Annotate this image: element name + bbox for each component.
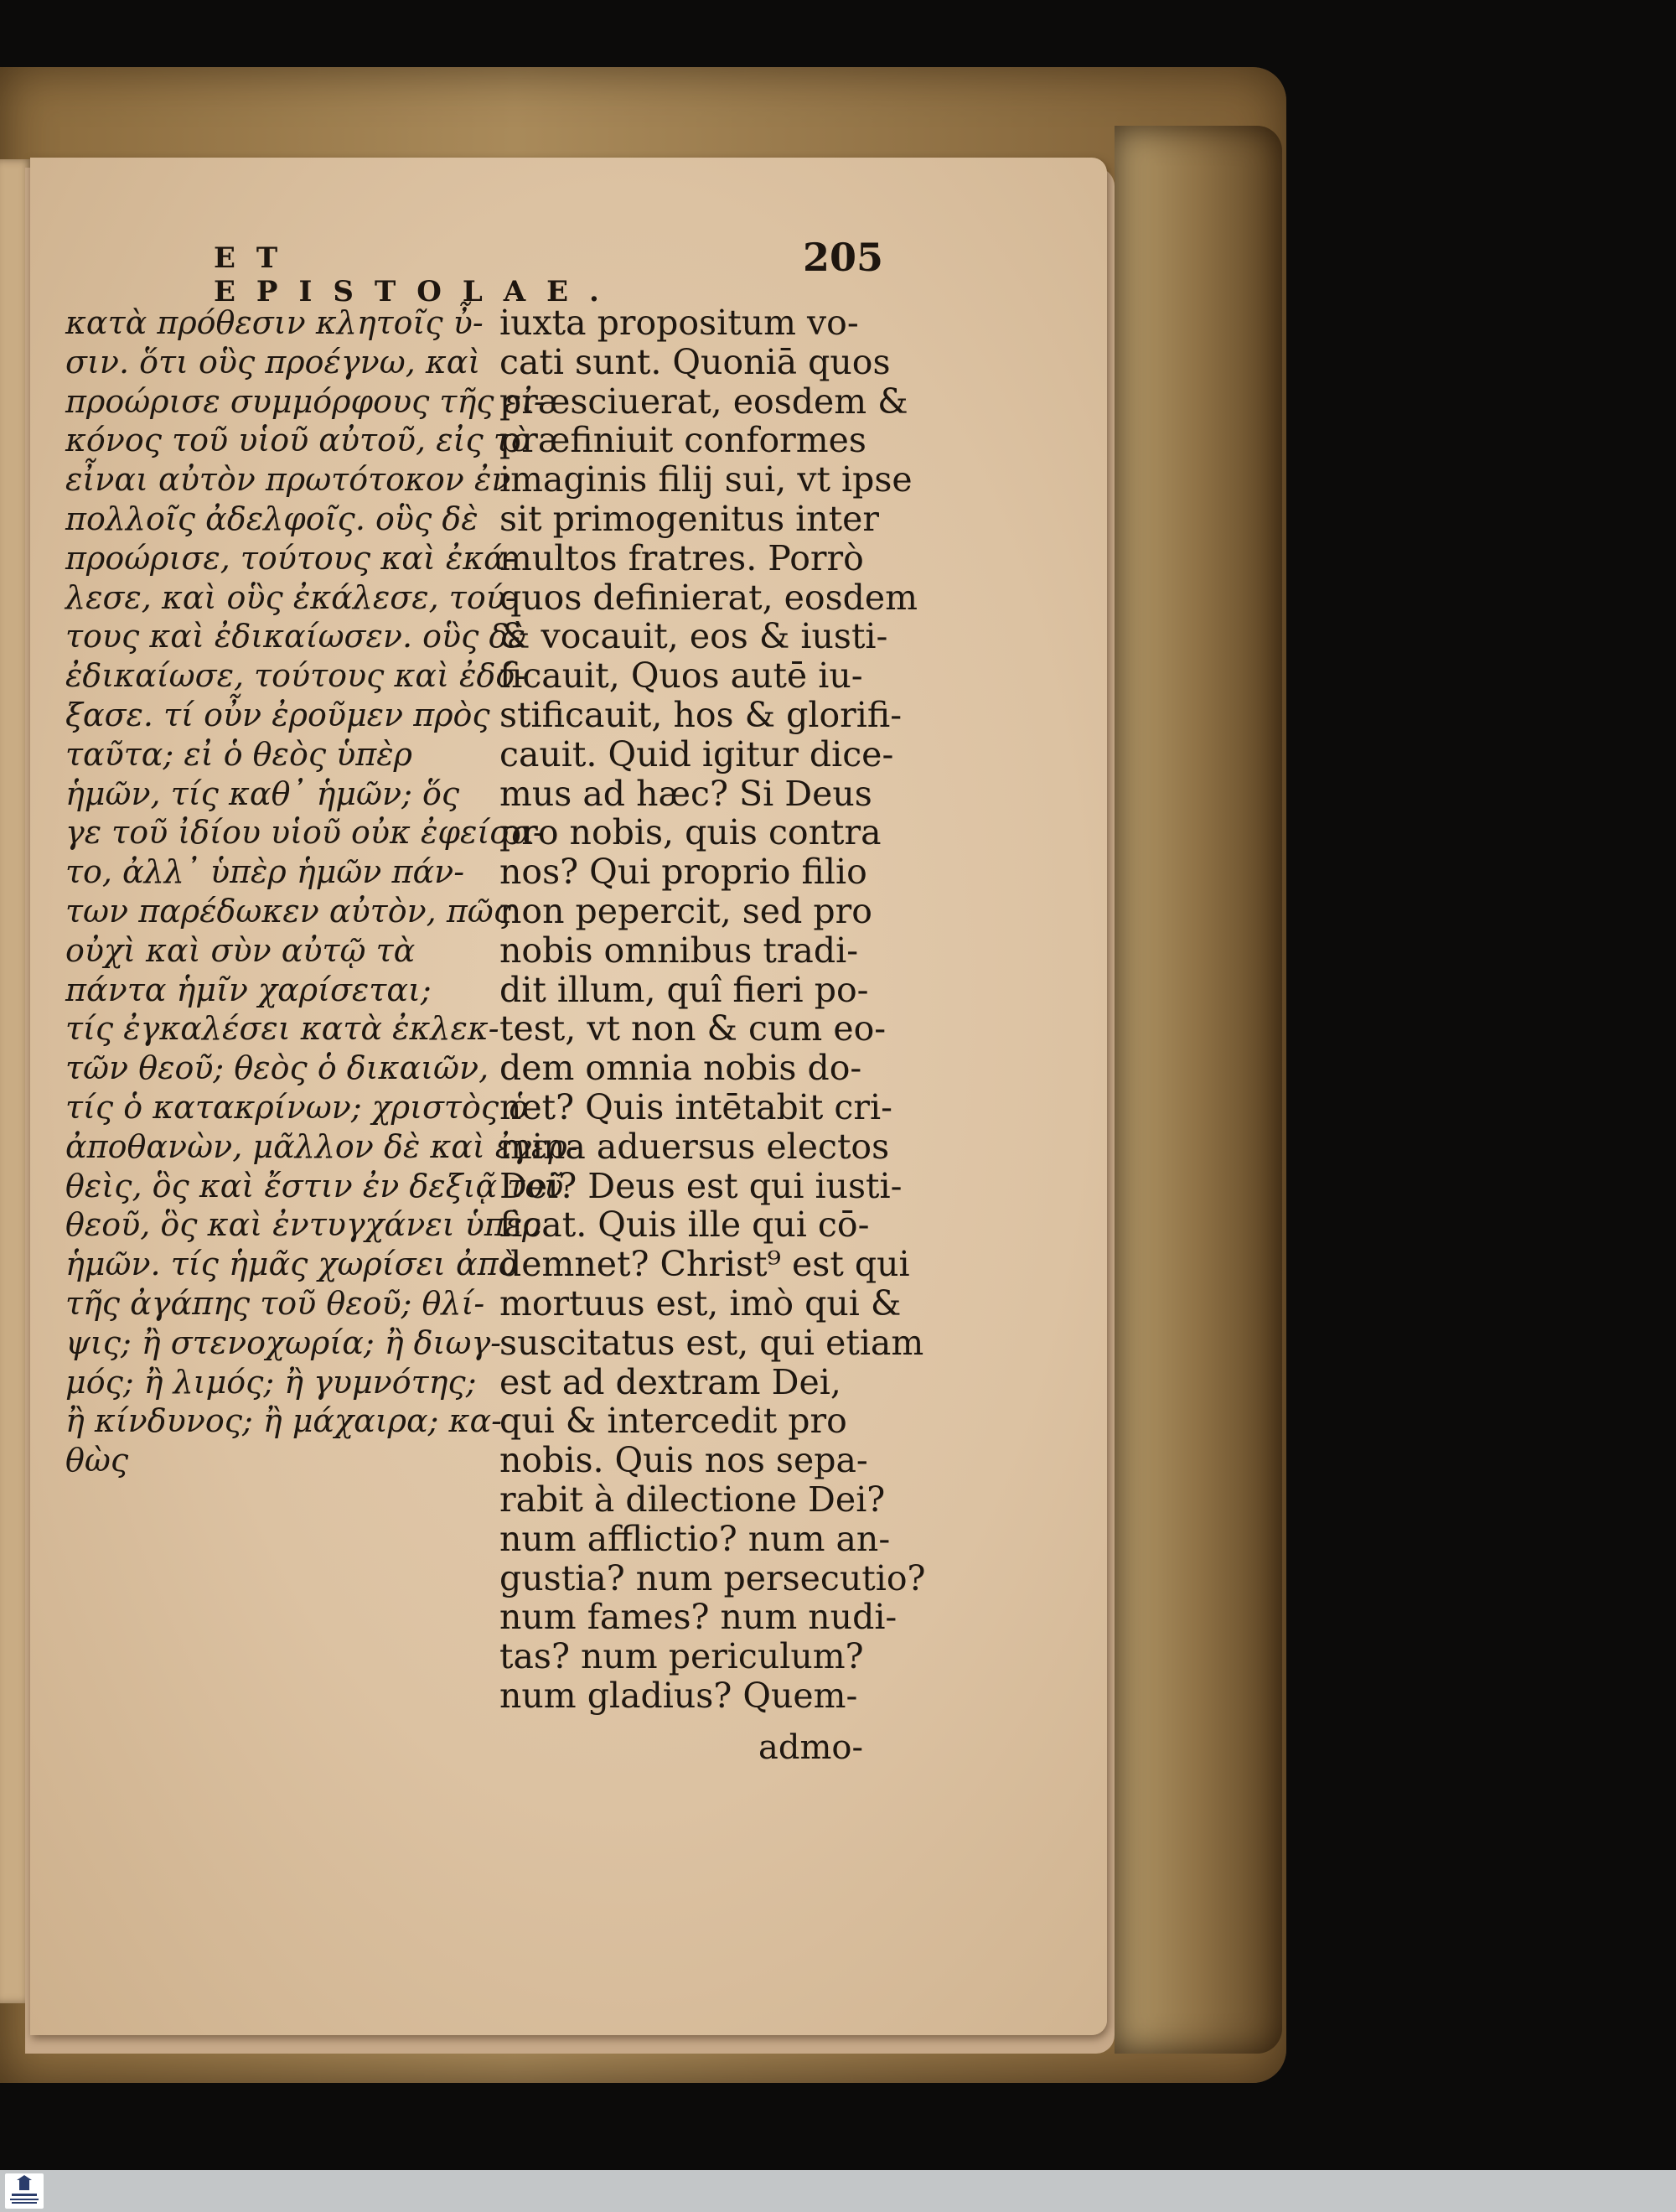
greek-text-line: τίς ὁ κατακρίνων; χριστὸς ὁ xyxy=(65,1088,529,1126)
latin-text-line: gustia? num persecutio? xyxy=(499,1557,926,1598)
latin-text-line: quos definierat, eosdem xyxy=(499,577,918,618)
catchword: admo- xyxy=(758,1728,863,1767)
latin-text-line: nos? Qui proprio filio xyxy=(499,852,867,893)
greek-text-line: οὐχὶ καὶ σὺν αὐτῷ τὰ xyxy=(65,931,416,969)
latin-text-line: pro nobis, quis contra xyxy=(499,812,882,853)
latin-text-column xyxy=(499,303,926,1716)
latin-text-line: rabit à dilectione Dei? xyxy=(499,1479,886,1520)
latin-text-line: cati sunt. Quoniā quos xyxy=(499,341,891,382)
latin-text-line: præfiniuit conformes xyxy=(499,420,866,461)
latin-text-line: num gladius? Quem- xyxy=(499,1675,858,1716)
latin-text-line: mus ad hæc? Si Deus xyxy=(499,773,872,814)
greek-text-line: κατὰ πρόθεσιν κλητοῖς ὖ- xyxy=(65,304,484,341)
latin-text-line: nobis omnibus tradi- xyxy=(499,930,859,971)
latin-text-line: test, vt non & cum eo- xyxy=(499,1008,887,1049)
greek-text-line: τίς ἐγκαλέσει κατὰ ἐκλεκ- xyxy=(65,1010,499,1048)
page-number: 205 xyxy=(803,235,884,280)
latin-text-line: non pepercit, sed pro xyxy=(499,890,872,931)
latin-text-line: qui & intercedit pro xyxy=(499,1401,847,1442)
latin-text-line: mortuus est, imò qui & xyxy=(499,1282,902,1324)
greek-text-line: τῆς ἀγάπης τοῦ θεοῦ; θλί- xyxy=(65,1284,485,1322)
latin-text-line: Dei? Deus est qui iusti- xyxy=(499,1165,903,1206)
library-logo-icon xyxy=(5,2173,44,2209)
binding-fore-edge xyxy=(1115,126,1282,2054)
latin-text-line: demnet? Christ⁹ est qui xyxy=(499,1244,910,1285)
latin-text-line: nobis. Quis nos sepa- xyxy=(499,1440,868,1481)
greek-text-line: ἀποθανὼν, μᾶλλον δὲ καὶ ἐγερ- xyxy=(65,1127,578,1165)
page-header xyxy=(0,235,1676,308)
greek-text-line: προώρισε συμμόρφους τῆς εἰ- xyxy=(65,382,545,420)
greek-text-line: θεὶς, ὃς καὶ ἔστιν ἐν δεξιᾷ τοῦ xyxy=(65,1167,564,1204)
latin-text-line: num afflictio? num an- xyxy=(499,1518,891,1559)
latin-text-line: sit primogenitus inter xyxy=(499,498,880,539)
latin-text-line: net? Quis intētabit cri- xyxy=(499,1086,892,1127)
greek-text-line: μός; ἢ λιμός; ἢ γυμνότης; xyxy=(65,1363,477,1401)
latin-text-line: præsciuerat, eosdem & xyxy=(499,381,908,422)
latin-text-line: iuxta propositum vo- xyxy=(499,303,859,343)
greek-text-line: ψις; ἢ στενοχωρία; ἢ διωγ- xyxy=(65,1324,501,1361)
greek-text-column xyxy=(65,303,578,1480)
greek-text-line: τους καὶ ἐδικαίωσεν. οὓς δὲ xyxy=(65,618,525,655)
greek-text-line: πολλοῖς ἀδελφοῖς. οὓς δὲ xyxy=(65,500,478,537)
greek-text-line: ἡμῶν. τίς ἡμᾶς χωρίσει ἀπὸ xyxy=(65,1246,518,1283)
greek-text-line: προώρισε, τούτους καὶ ἐκά- xyxy=(65,539,516,577)
latin-text-line: tas? num periculum? xyxy=(499,1636,864,1677)
greek-text-line: κόνος τοῦ υἱοῦ αὐτοῦ, εἰς τὸ xyxy=(65,422,530,459)
latin-text-line: num fames? num nudi- xyxy=(499,1597,897,1638)
latin-text-line: ficat. Quis ille qui cō- xyxy=(499,1204,870,1246)
latin-text-line: dit illum, quî fieri po- xyxy=(499,969,869,1010)
greek-text-line: γε τοῦ ἰδίου υἱοῦ οὐκ ἐφείσα- xyxy=(65,814,544,852)
latin-text-line: & vocauit, eos & iusti- xyxy=(499,616,888,657)
greek-text-line: ταῦτα; εἰ ὁ θεὸς ὑπὲρ xyxy=(65,735,412,773)
greek-text-line: ἐδικαίωσε, τούτους καὶ ἐδό- xyxy=(65,657,526,695)
latin-text-line: mina aduersus electos xyxy=(499,1126,890,1167)
viewer-footer xyxy=(0,2170,1676,2212)
latin-text-line: ficauit, Quos autē iu- xyxy=(499,655,863,697)
greek-text-line: θεοῦ, ὃς καὶ ἐντυγχάνει ὑπὲρ xyxy=(65,1206,541,1244)
greek-text-line: σιν. ὅτι οὓς προέγνω, καὶ xyxy=(65,343,481,381)
latin-text-line: multos fratres. Porrò xyxy=(499,537,864,578)
greek-text-line: εἶναι αὐτὸν πρωτότοκον ἐν xyxy=(65,461,511,499)
greek-text-line: λεσε, καὶ οὓς ἐκάλεσε, τού- xyxy=(65,578,516,616)
greek-text-line: ἢ κίνδυνος; ἢ μάχαιρα; κα- xyxy=(65,1402,502,1440)
greek-text-line: τῶν θεοῦ; θεὸς ὁ δικαιῶν, xyxy=(65,1049,489,1087)
latin-text-line: suscitatus est, qui etiam xyxy=(499,1322,924,1363)
latin-text-line: stificauit, hos & glorifi- xyxy=(499,694,903,735)
latin-text-line: imaginis filij sui, vt ipse xyxy=(499,459,913,500)
greek-text-line: το, ἀλλ᾽ ὑπὲρ ἡμῶν πάν- xyxy=(65,853,465,891)
greek-text-line: ξασε. τί οὖν ἐροῦμεν πρὸς xyxy=(65,696,490,733)
greek-text-line: θὼς xyxy=(65,1442,129,1479)
greek-text-line: πάντα ἡμῖν χαρίσεται; xyxy=(65,971,432,1008)
greek-text-line: ἡμῶν, τίς καθ᾽ ἡμῶν; ὅς xyxy=(65,774,460,812)
latin-text-line: cauit. Quid igitur dice- xyxy=(499,733,894,774)
greek-text-line: των παρέδωκεν αὐτὸν, πῶς xyxy=(65,892,512,930)
latin-text-line: est ad dextram Dei, xyxy=(499,1361,841,1402)
running-head: ET EPISTOLAE. xyxy=(214,241,620,308)
latin-text-line: dem omnia nobis do- xyxy=(499,1048,862,1089)
